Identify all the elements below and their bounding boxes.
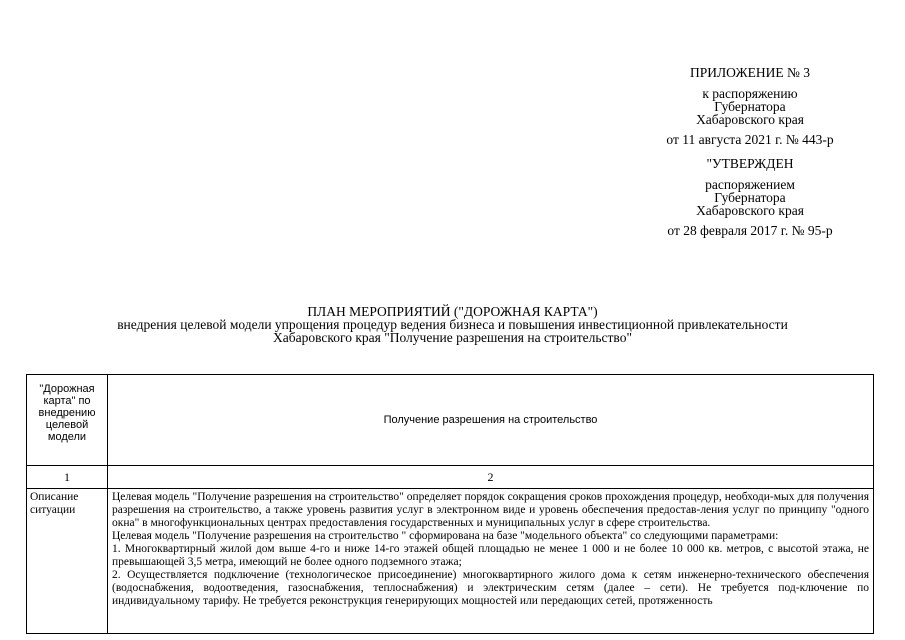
title-line1: ПЛАН МЕРОПРИЯТИЙ ("ДОРОЖНАЯ КАРТА")	[307, 304, 598, 319]
row-text-para-1: Целевая модель "Получение разрешения на строительство" определяет порядок сокращения сроков прохождения процедур, необходи-мых для получения разрешения на строительство, а также уровень развития услуг в электронном виде и уровень обеспечения предостав-ления услуг по принципу "одного окна" в многофункциональных центрах предоставления государственных и муниципальных услуг в сфере строительства.	[112, 491, 869, 529]
appendix-line2: Губернатора	[714, 99, 786, 114]
row-label: Описание ситуации	[27, 489, 108, 634]
approved-date: от 28 февраля 2017 г. № 95-р	[667, 223, 833, 238]
table-row	[27, 489, 874, 634]
document-title	[0, 305, 905, 344]
row-text	[108, 489, 874, 634]
appendix-number: ПРИЛОЖЕНИЕ № 3	[689, 65, 811, 80]
appendix-line1: к распоряжению	[702, 86, 798, 101]
title-line2: внедрения целевой модели упрощения процедур ведения бизнеса и повышения инвестиционной привлекательности	[117, 317, 788, 332]
num-col2: 2	[108, 466, 874, 489]
approved-line2: Губернатора	[714, 190, 786, 205]
table-number-row	[27, 466, 874, 489]
roadmap-table	[26, 374, 874, 634]
row-text-para-3: 1. Многоквартирный жилой дом выше 4-го и ниже 14-го этажей общей площадью не менее 1 000 и не более 10 000 кв. метров, с высотой этажа, не превышающей 3,5 метра, имеющий не более одного подземного этажа;	[112, 543, 869, 568]
appendix-block	[640, 66, 860, 146]
header-col1: "Дорожная карта" по внедрению целевой модели	[27, 375, 108, 466]
approved-heading: "УТВЕРЖДЕН	[706, 156, 794, 171]
title-line3: Хабаровского края "Получение разрешения на строительство"	[273, 330, 632, 345]
row-text-para-4: 2. Осуществляется подключение (технологическое присоединение) многоквартирного жилого дома к сетям инженерно-технического обеспечения (водоснабжения, водоотведения, газоснабжения, теплоснабжения) и электрическим сетям (далее – сети). Не требуется под-ключение по индивидуальному тарифу. Не требуется реконструкция генерирующих мощностей или передающих сетей, протяженность	[112, 569, 869, 607]
num-col1: 1	[27, 466, 108, 489]
approved-line3: Хабаровского края	[696, 203, 804, 218]
approved-line1: распоряжением	[705, 177, 795, 192]
approved-block	[640, 157, 860, 237]
row-text-para-2: Целевая модель "Получение разрешения на строительство " сформирована на базе "модельного объекта" со следующими параметрами:	[112, 530, 779, 542]
appendix-line3: Хабаровского края	[696, 112, 804, 127]
appendix-date: от 11 августа 2021 г. № 443-р	[666, 132, 834, 147]
header-col2: Получение разрешения на строительство	[108, 375, 874, 466]
table-header-row	[27, 375, 874, 466]
